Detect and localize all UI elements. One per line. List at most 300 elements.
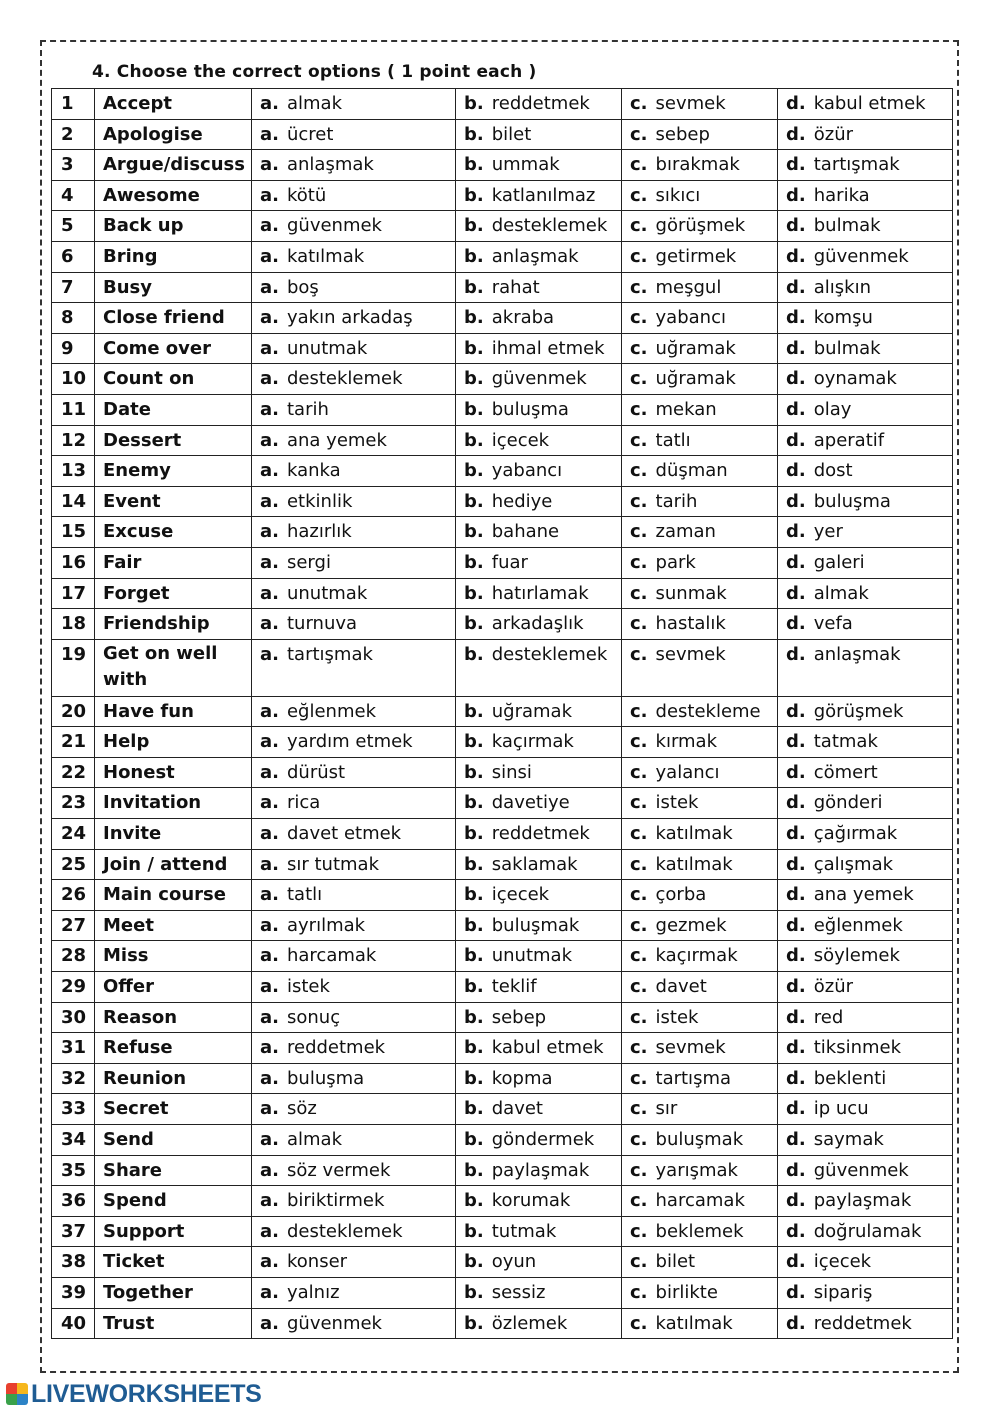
option-b[interactable] (456, 241, 622, 272)
option-letter: d. (786, 613, 806, 635)
option-d[interactable] (778, 727, 953, 758)
option-d[interactable] (778, 119, 953, 150)
option-letter: d. (786, 429, 806, 451)
option-a[interactable] (252, 880, 456, 911)
option-text: doğrulamak (813, 1220, 922, 1242)
option-c[interactable] (622, 1094, 778, 1125)
option-a[interactable] (252, 456, 456, 487)
option-a[interactable] (252, 639, 456, 696)
option-b[interactable] (456, 1094, 622, 1125)
question-number: 38 (52, 1247, 95, 1278)
option-a[interactable] (252, 849, 456, 880)
option-letter: d. (786, 276, 806, 298)
option-text: almak (813, 582, 869, 604)
option-text: katlanılmaz (491, 184, 596, 206)
option-c[interactable] (622, 303, 778, 334)
option-letter: b. (464, 93, 484, 114)
option-c[interactable] (622, 578, 778, 609)
option-c[interactable] (622, 1247, 778, 1278)
option-d[interactable] (778, 303, 953, 334)
option-letter: b. (464, 1129, 484, 1150)
option-d[interactable] (778, 547, 953, 578)
option-letter: b. (464, 1006, 484, 1028)
option-c[interactable] (622, 364, 778, 395)
option-c[interactable] (622, 456, 778, 487)
option-d[interactable] (778, 757, 953, 788)
option-text: hediye (491, 490, 553, 512)
option-letter: d. (786, 1098, 806, 1120)
option-text: sır (655, 1098, 678, 1120)
question-row (52, 639, 953, 696)
option-a[interactable] (252, 1216, 456, 1247)
option-text: desteklemek (286, 1220, 403, 1242)
option-text: güvenmek (813, 1159, 909, 1181)
option-text: bulmak (813, 337, 881, 359)
option-d[interactable] (778, 578, 953, 609)
option-a[interactable] (252, 180, 456, 211)
option-b[interactable] (456, 1186, 622, 1217)
option-letter: d. (786, 307, 806, 329)
question-row (52, 849, 953, 880)
option-c[interactable] (622, 788, 778, 819)
option-letter: d. (786, 1067, 806, 1089)
option-text: yarışmak (655, 1159, 738, 1181)
option-text: yabancı (491, 460, 563, 482)
option-text: davet (655, 976, 707, 998)
option-b[interactable] (456, 272, 622, 303)
option-letter: b. (464, 1098, 484, 1120)
option-d[interactable] (778, 910, 953, 941)
option-d[interactable] (778, 1033, 953, 1064)
option-b[interactable] (456, 941, 622, 972)
option-letter: d. (786, 914, 806, 936)
option-c[interactable] (622, 333, 778, 364)
option-letter: d. (786, 1129, 806, 1150)
question-number: 8 (52, 303, 95, 334)
option-text: oyun (491, 1251, 537, 1273)
option-text: oynamak (813, 368, 897, 390)
option-d[interactable] (778, 972, 953, 1003)
option-a[interactable] (252, 119, 456, 150)
option-d[interactable] (778, 89, 953, 120)
question-row (52, 609, 953, 640)
option-b[interactable] (456, 639, 622, 696)
option-a[interactable] (252, 1186, 456, 1217)
option-b[interactable] (456, 910, 622, 941)
option-d[interactable] (778, 1186, 953, 1217)
option-text: içecek (491, 429, 550, 451)
option-letter: d. (786, 1159, 806, 1181)
option-b[interactable] (456, 788, 622, 819)
option-letter: b. (464, 1037, 484, 1059)
option-text: tatmak (813, 731, 878, 753)
option-c[interactable] (622, 1216, 778, 1247)
option-letter: c. (630, 337, 648, 359)
option-a[interactable] (252, 1063, 456, 1094)
option-letter: a. (260, 276, 279, 298)
option-d[interactable] (778, 1308, 953, 1339)
option-c[interactable] (622, 1186, 778, 1217)
option-c[interactable] (622, 1277, 778, 1308)
option-text: anlaşmak (813, 643, 901, 665)
question-number: 24 (52, 819, 95, 850)
option-b[interactable] (456, 609, 622, 640)
option-letter: d. (786, 123, 806, 145)
option-d[interactable] (778, 1002, 953, 1033)
question-number: 19 (52, 639, 95, 696)
option-letter: c. (630, 1006, 648, 1028)
option-d[interactable] (778, 456, 953, 487)
option-b[interactable] (456, 303, 622, 334)
option-b[interactable] (456, 517, 622, 548)
option-letter: d. (786, 1037, 806, 1059)
question-word: Apologise (95, 119, 252, 150)
option-letter: a. (260, 215, 279, 237)
option-d[interactable] (778, 1216, 953, 1247)
option-letter: b. (464, 976, 484, 998)
option-d[interactable] (778, 880, 953, 911)
option-text: sonuç (286, 1006, 341, 1028)
option-d[interactable] (778, 788, 953, 819)
option-letter: c. (630, 276, 648, 298)
option-text: park (655, 551, 696, 573)
option-b[interactable] (456, 486, 622, 517)
question-word: Excuse (95, 517, 252, 548)
option-a[interactable] (252, 609, 456, 640)
option-c[interactable] (622, 1308, 778, 1339)
option-d[interactable] (778, 1277, 953, 1308)
option-letter: b. (464, 1220, 484, 1242)
option-b[interactable] (456, 696, 622, 727)
question-row (52, 211, 953, 242)
option-c[interactable] (622, 517, 778, 548)
option-c[interactable] (622, 211, 778, 242)
option-letter: c. (630, 460, 648, 482)
option-b[interactable] (456, 849, 622, 880)
option-b[interactable] (456, 456, 622, 487)
option-text: uğramak (655, 337, 736, 359)
option-letter: b. (464, 945, 484, 967)
option-text: söylemek (813, 945, 900, 967)
option-a[interactable] (252, 517, 456, 548)
option-text: unutmak (286, 337, 368, 359)
option-d[interactable] (778, 849, 953, 880)
option-b[interactable] (456, 1125, 622, 1156)
option-letter: a. (260, 1067, 279, 1089)
option-text: görüşmek (813, 700, 904, 722)
option-c[interactable] (622, 1155, 778, 1186)
question-word: Send (95, 1125, 252, 1156)
option-b[interactable] (456, 1033, 622, 1064)
option-c[interactable] (622, 910, 778, 941)
option-b[interactable] (456, 89, 622, 120)
option-text: istek (286, 976, 330, 998)
option-d[interactable] (778, 1247, 953, 1278)
option-letter: d. (786, 945, 806, 967)
option-text: buluşma (286, 1067, 365, 1089)
option-c[interactable] (622, 425, 778, 456)
option-letter: a. (260, 1251, 279, 1273)
option-letter: c. (630, 215, 648, 237)
question-row (52, 241, 953, 272)
option-b[interactable] (456, 1308, 622, 1339)
option-a[interactable] (252, 972, 456, 1003)
option-b[interactable] (456, 547, 622, 578)
option-d[interactable] (778, 150, 953, 181)
option-a[interactable] (252, 486, 456, 517)
option-c[interactable] (622, 1002, 778, 1033)
option-d[interactable] (778, 1155, 953, 1186)
option-letter: c. (630, 551, 648, 573)
option-a[interactable] (252, 272, 456, 303)
option-text: tartışmak (286, 643, 373, 665)
question-word: Come over (95, 333, 252, 364)
option-letter: c. (630, 307, 648, 329)
option-b[interactable] (456, 1247, 622, 1278)
option-c[interactable] (622, 639, 778, 696)
option-c[interactable] (622, 150, 778, 181)
option-a[interactable] (252, 1002, 456, 1033)
option-a[interactable] (252, 757, 456, 788)
option-text: biriktirmek (286, 1190, 385, 1212)
option-letter: b. (464, 123, 484, 145)
option-a[interactable] (252, 211, 456, 242)
option-c[interactable] (622, 941, 778, 972)
question-number: 28 (52, 941, 95, 972)
option-d[interactable] (778, 639, 953, 696)
option-c[interactable] (622, 696, 778, 727)
option-letter: a. (260, 700, 279, 722)
option-text: sinsi (491, 761, 532, 783)
option-c[interactable] (622, 972, 778, 1003)
option-letter: c. (630, 1281, 648, 1303)
option-d[interactable] (778, 1094, 953, 1125)
option-a[interactable] (252, 727, 456, 758)
option-d[interactable] (778, 486, 953, 517)
question-row (52, 727, 953, 758)
option-text: katılmak (655, 853, 733, 875)
question-row (52, 517, 953, 548)
option-d[interactable] (778, 609, 953, 640)
option-letter: c. (630, 1220, 648, 1242)
option-text: unutmak (286, 582, 368, 604)
option-d[interactable] (778, 941, 953, 972)
option-a[interactable] (252, 819, 456, 850)
option-b[interactable] (456, 180, 622, 211)
option-b[interactable] (456, 757, 622, 788)
option-a[interactable] (252, 241, 456, 272)
question-number: 37 (52, 1216, 95, 1247)
option-text: sevmek (655, 1037, 726, 1059)
option-d[interactable] (778, 696, 953, 727)
option-letter: d. (786, 215, 806, 237)
option-text: kötü (286, 184, 327, 206)
option-c[interactable] (622, 1125, 778, 1156)
option-text: davetiye (491, 792, 570, 814)
option-b[interactable] (456, 578, 622, 609)
option-a[interactable] (252, 1277, 456, 1308)
option-a[interactable] (252, 1155, 456, 1186)
option-d[interactable] (778, 364, 953, 395)
question-word: Fair (95, 547, 252, 578)
option-c[interactable] (622, 394, 778, 425)
option-c[interactable] (622, 819, 778, 850)
option-letter: b. (464, 337, 484, 359)
option-b[interactable] (456, 119, 622, 150)
option-a[interactable] (252, 89, 456, 120)
option-a[interactable] (252, 425, 456, 456)
option-d[interactable] (778, 333, 953, 364)
option-d[interactable] (778, 819, 953, 850)
option-a[interactable] (252, 941, 456, 972)
option-c[interactable] (622, 880, 778, 911)
option-text: bulmak (813, 215, 881, 237)
option-c[interactable] (622, 241, 778, 272)
option-d[interactable] (778, 180, 953, 211)
option-b[interactable] (456, 1277, 622, 1308)
option-c[interactable] (622, 1033, 778, 1064)
option-text: desteklemek (491, 215, 608, 237)
option-c[interactable] (622, 180, 778, 211)
option-b[interactable] (456, 425, 622, 456)
option-letter: d. (786, 1190, 806, 1212)
option-text: hatırlamak (491, 582, 589, 604)
option-a[interactable] (252, 578, 456, 609)
option-a[interactable] (252, 150, 456, 181)
option-text: özür (813, 976, 854, 998)
option-b[interactable] (456, 972, 622, 1003)
question-word: Miss (95, 941, 252, 972)
question-number: 29 (52, 972, 95, 1003)
option-letter: b. (464, 582, 484, 604)
section-title: 4. Choose the correct options ( 1 point each ) (92, 62, 537, 82)
option-b[interactable] (456, 333, 622, 364)
option-letter: c. (630, 123, 648, 145)
option-text: yer (813, 521, 843, 543)
option-d[interactable] (778, 425, 953, 456)
option-letter: a. (260, 429, 279, 451)
option-b[interactable] (456, 727, 622, 758)
option-text: bırakmak (655, 154, 740, 176)
option-letter: c. (630, 1067, 648, 1089)
option-b[interactable] (456, 394, 622, 425)
option-a[interactable] (252, 696, 456, 727)
option-letter: a. (260, 731, 279, 753)
option-c[interactable] (622, 1063, 778, 1094)
option-text: sır tutmak (286, 853, 379, 875)
question-row (52, 696, 953, 727)
option-d[interactable] (778, 517, 953, 548)
option-d[interactable] (778, 211, 953, 242)
option-c[interactable] (622, 119, 778, 150)
option-b[interactable] (456, 211, 622, 242)
option-text: ana yemek (286, 429, 387, 451)
option-c[interactable] (622, 89, 778, 120)
option-a[interactable] (252, 394, 456, 425)
question-row (52, 880, 953, 911)
option-text: gezmek (655, 914, 727, 936)
option-a[interactable] (252, 1125, 456, 1156)
option-letter: b. (464, 429, 484, 451)
option-c[interactable] (622, 547, 778, 578)
option-a[interactable] (252, 1094, 456, 1125)
option-c[interactable] (622, 272, 778, 303)
option-a[interactable] (252, 333, 456, 364)
option-text: hastalık (655, 613, 726, 635)
option-letter: b. (464, 368, 484, 390)
option-a[interactable] (252, 788, 456, 819)
logo-mark-icon (6, 1383, 28, 1405)
question-word: Spend (95, 1186, 252, 1217)
option-text: istek (655, 1006, 699, 1028)
option-a[interactable] (252, 364, 456, 395)
option-b[interactable] (456, 150, 622, 181)
option-letter: b. (464, 643, 484, 665)
option-b[interactable] (456, 880, 622, 911)
option-a[interactable] (252, 1247, 456, 1278)
option-letter: d. (786, 643, 806, 665)
option-a[interactable] (252, 1033, 456, 1064)
option-letter: b. (464, 613, 484, 635)
option-text: kaçırmak (491, 731, 574, 753)
option-a[interactable] (252, 910, 456, 941)
option-b[interactable] (456, 364, 622, 395)
option-text: bilet (655, 1251, 696, 1273)
option-b[interactable] (456, 1155, 622, 1186)
option-letter: c. (630, 521, 648, 543)
option-letter: a. (260, 93, 279, 114)
option-b[interactable] (456, 1063, 622, 1094)
option-c[interactable] (622, 609, 778, 640)
option-text: yalnız (286, 1281, 340, 1303)
option-c[interactable] (622, 849, 778, 880)
option-d[interactable] (778, 1125, 953, 1156)
option-text: davet etmek (286, 823, 402, 845)
option-a[interactable] (252, 1308, 456, 1339)
option-text: katılmak (655, 1312, 733, 1334)
option-text: tatlı (286, 884, 323, 906)
option-c[interactable] (622, 727, 778, 758)
question-number: 15 (52, 517, 95, 548)
option-d[interactable] (778, 241, 953, 272)
option-d[interactable] (778, 1063, 953, 1094)
option-text: akraba (491, 307, 555, 329)
option-letter: a. (260, 1006, 279, 1028)
question-number: 6 (52, 241, 95, 272)
option-d[interactable] (778, 394, 953, 425)
option-a[interactable] (252, 303, 456, 334)
question-row (52, 1033, 953, 1064)
option-b[interactable] (456, 1002, 622, 1033)
option-text: ücret (286, 123, 334, 145)
option-text: uğramak (655, 368, 736, 390)
option-c[interactable] (622, 757, 778, 788)
question-word: Ticket (95, 1247, 252, 1278)
option-text: istek (655, 792, 699, 814)
question-word: Argue/discuss (95, 150, 252, 181)
option-b[interactable] (456, 819, 622, 850)
option-b[interactable] (456, 1216, 622, 1247)
question-word: Event (95, 486, 252, 517)
option-text: rahat (491, 276, 540, 298)
option-text: vefa (813, 613, 853, 635)
option-a[interactable] (252, 547, 456, 578)
question-row (52, 394, 953, 425)
option-text: reddetmek (813, 1312, 912, 1334)
option-d[interactable] (778, 272, 953, 303)
option-letter: a. (260, 1159, 279, 1181)
option-c[interactable] (622, 486, 778, 517)
